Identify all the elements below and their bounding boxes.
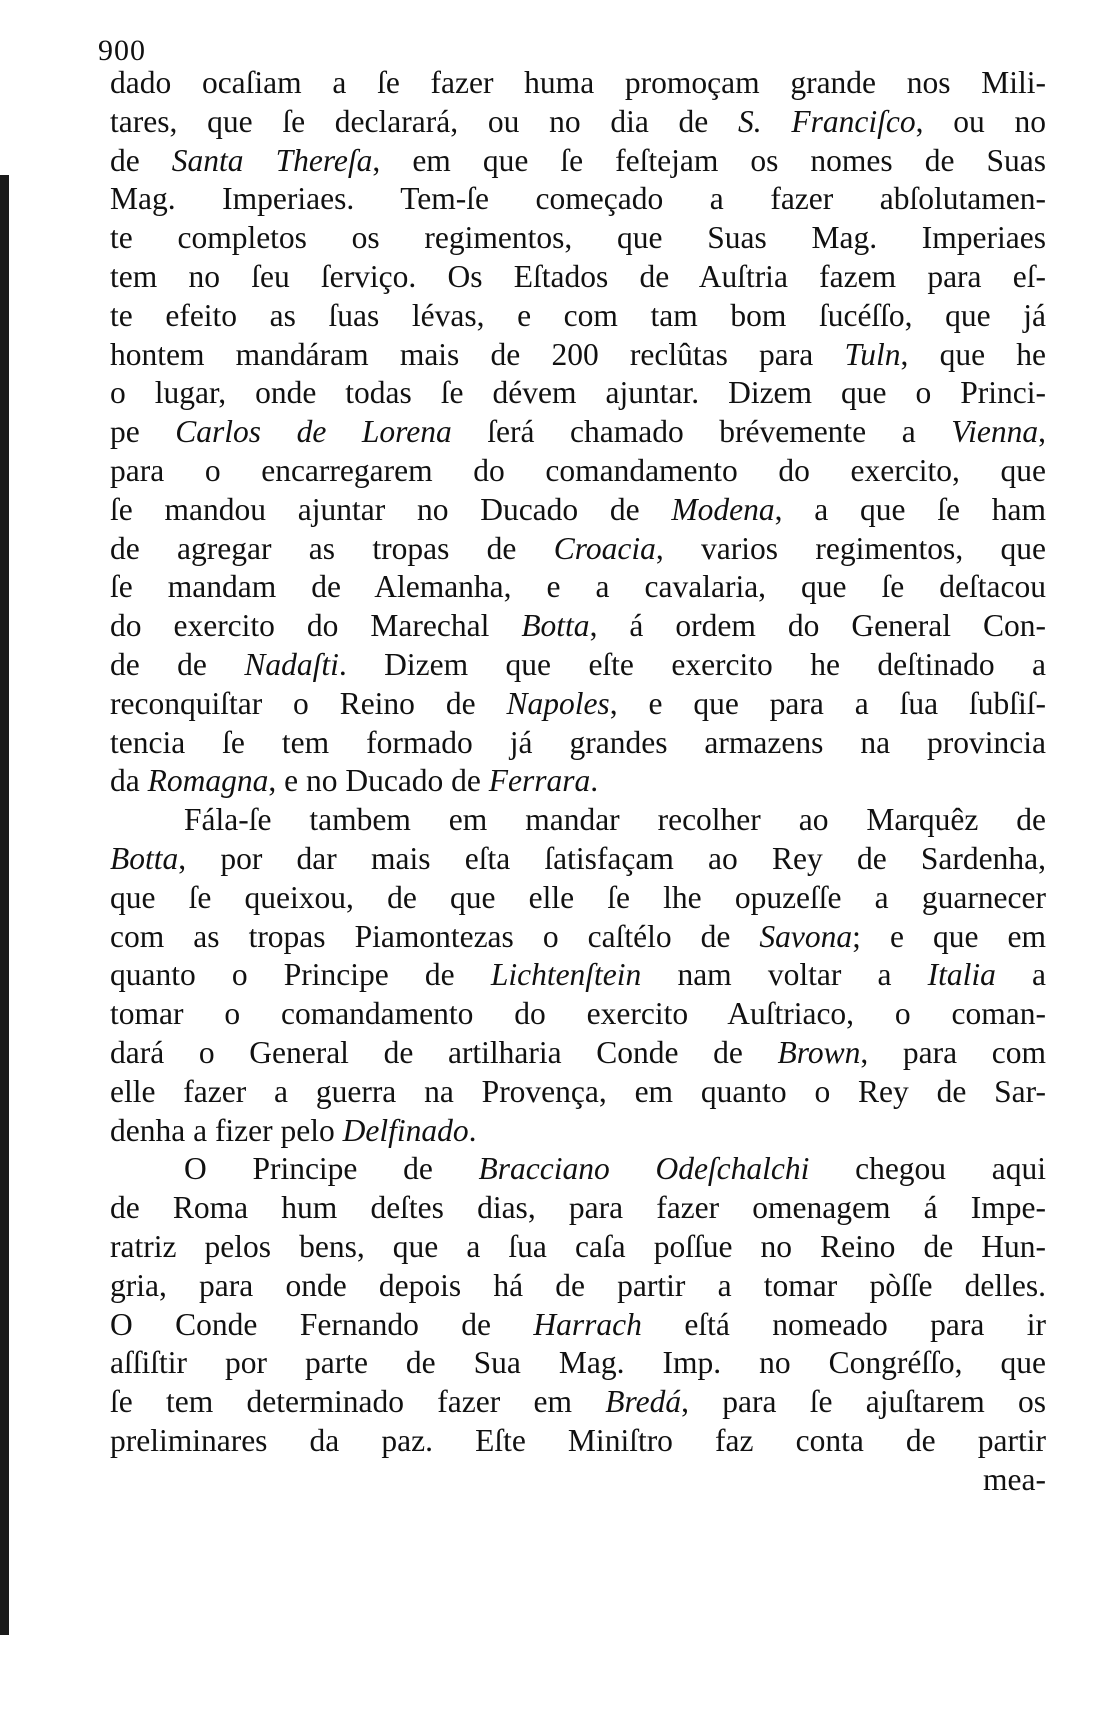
- text-run: Mag. Imperiaes. Tem-ſe começado a fazer abſolutamen-: [110, 181, 1046, 217]
- text-line: [110, 879, 1046, 918]
- italic-name: Delfinado: [342, 1112, 469, 1148]
- text-run: dado ocaſiam a ſe fazer huma promoçam grande nos Mili-: [110, 65, 1046, 100]
- text-line: [110, 219, 1046, 258]
- italic-name: Carlos de Lorena: [175, 414, 452, 450]
- text-run: , e que para a ſua ſubſiſ-: [609, 685, 1046, 721]
- text-run: ,: [1038, 414, 1046, 450]
- body-text: [110, 64, 1046, 1499]
- italic-name: Modena: [671, 491, 775, 527]
- italic-name: Harrach: [533, 1306, 642, 1342]
- text-run: O Principe de: [184, 1151, 479, 1187]
- text-line: [110, 103, 1046, 142]
- italic-name: Romagna: [147, 763, 269, 799]
- text-line: [110, 1422, 1046, 1461]
- italic-name: Bracciano Odeſchalchi: [478, 1151, 810, 1187]
- italic-name: Napoles: [506, 685, 610, 721]
- italic-name: Tuln: [844, 336, 901, 372]
- text-run: dará o General de artilharia Conde de: [110, 1034, 778, 1070]
- text-run: pe: [110, 414, 176, 450]
- text-line: [110, 607, 1046, 646]
- text-run: , por dar mais eſta ſatisfaçam ao Rey de Sardenha,: [178, 840, 1046, 876]
- text-line: [110, 1189, 1046, 1228]
- text-run: te completos os regimentos, que Suas Mag. Imperiaes: [110, 220, 1046, 256]
- text-line: [110, 801, 1046, 840]
- text-run: de Roma hum deſtes dias, para fazer omenagem á Impe-: [110, 1190, 1046, 1226]
- text-line: [110, 1034, 1046, 1073]
- text-line: [110, 1112, 1046, 1151]
- text-line: [110, 1344, 1046, 1383]
- text-run: hontem mandáram mais de 200 reclûtas para: [110, 336, 845, 372]
- text-line: [110, 956, 1046, 995]
- text-run: te efeito as ſuas lévas, e com tam bom ſucéſſo, que já: [110, 297, 1046, 333]
- text-run: , para ſe ajuſtarem os: [681, 1384, 1046, 1420]
- italic-name: Croacia: [553, 530, 656, 566]
- text-run: gria, para onde depois há de partir a tomar pòſſe delles.: [110, 1267, 1046, 1303]
- text-line: [110, 918, 1046, 957]
- text-line: [110, 840, 1046, 879]
- text-run: . Dizem que eſte exercito he deſtinado a: [338, 646, 1046, 682]
- text-run: que ſe queixou, de que elle ſe lhe opuzeſſe a guarnecer: [110, 879, 1046, 915]
- text-run: , varios regimentos, que: [655, 530, 1047, 566]
- text-run: , para com: [860, 1034, 1046, 1070]
- text-run: , á ordem do General Con-: [589, 608, 1046, 644]
- text-run: Fála-ſe tambem em mandar recolher ao Marquêz de: [184, 802, 1046, 838]
- text-run: ratriz pelos bens, que a ſua caſa poſſue no Reino de Hun-: [110, 1228, 1046, 1264]
- text-line: [110, 413, 1046, 452]
- text-line: [110, 530, 1046, 569]
- text-run: de: [110, 142, 172, 178]
- text-run: reconquiſtar o Reino de: [110, 685, 507, 721]
- text-line: [110, 1228, 1046, 1267]
- text-line: [110, 762, 1046, 801]
- text-run: denha a fizer pelo: [110, 1112, 343, 1148]
- page-number: 900: [98, 34, 146, 67]
- text-line: [110, 646, 1046, 685]
- text-run: do exercito do Marechal: [110, 608, 522, 644]
- text-line: [110, 1306, 1046, 1345]
- text-line: [110, 685, 1046, 724]
- italic-name: Italia: [927, 957, 996, 993]
- text-run: ; e que em: [852, 918, 1046, 954]
- text-line: [110, 1267, 1046, 1306]
- italic-name: Nadaſti: [244, 646, 339, 682]
- text-run: quanto o Principe de: [110, 957, 491, 993]
- text-run: , em que ſe feſtejam os nomes de Suas: [372, 142, 1046, 178]
- page-edge-shadow: [0, 175, 9, 1635]
- text-run: .: [468, 1112, 477, 1148]
- text-run: , ou no: [915, 103, 1046, 139]
- text-line: [110, 724, 1046, 763]
- text-run: tem no ſeu ſerviço. Os Eſtados de Auſtria fazem para eſ-: [110, 258, 1046, 294]
- text-line: [110, 1150, 1046, 1189]
- text-run: elle fazer a guerra na Provença, em quanto o Rey de Sar-: [110, 1073, 1046, 1109]
- text-run: nam voltar a: [641, 957, 928, 993]
- italic-name: Botta: [110, 840, 179, 876]
- text-run: tomar o comandamento do exercito Auſtriaco, o coman-: [110, 996, 1046, 1032]
- italic-name: S. Franciſco: [738, 103, 916, 139]
- italic-name: Santa Thereſa: [171, 142, 373, 178]
- text-line: [110, 1461, 1046, 1500]
- text-line: [110, 1383, 1046, 1422]
- text-run: aſſiſtir por parte de Sua Mag. Imp. no Congréſſo, que: [110, 1345, 1046, 1381]
- text-line: [110, 336, 1046, 375]
- text-run: chegou aqui: [809, 1151, 1046, 1187]
- text-run: para o encarregarem do comandamento do exercito, que: [110, 452, 1046, 488]
- text-run: o lugar, onde todas ſe dévem ajuntar. Dizem que o Princi-: [110, 375, 1046, 411]
- text-line: [110, 142, 1046, 181]
- text-run: , a que ſe ham: [774, 491, 1046, 527]
- text-run: .: [590, 763, 599, 799]
- text-run: da: [110, 763, 148, 799]
- text-run: ſerá chamado brévemente a: [451, 414, 952, 450]
- text-run: mea-: [983, 1461, 1046, 1497]
- text-run: ſe tem determinado fazer em: [110, 1384, 606, 1420]
- text-run: com as tropas Piamontezas o caſtélo de: [110, 918, 760, 954]
- text-line: [110, 374, 1046, 413]
- text-line: [110, 995, 1046, 1034]
- italic-name: Savona: [759, 918, 853, 954]
- italic-name: Brown: [777, 1034, 861, 1070]
- text-run: ſe mandam de Alemanha, e a cavalaria, que ſe deſtacou: [110, 569, 1046, 605]
- text-line: [110, 180, 1046, 219]
- italic-name: Ferrara: [488, 763, 591, 799]
- italic-name: Botta: [521, 608, 590, 644]
- text-run: , que he: [900, 336, 1046, 372]
- italic-name: Bredá: [605, 1384, 682, 1420]
- italic-name: Vienna: [951, 414, 1039, 450]
- text-line: [110, 1073, 1046, 1112]
- text-run: tencia ſe tem formado já grandes armazens na provincia: [110, 724, 1046, 760]
- text-run: , e no Ducado de: [268, 763, 489, 799]
- text-line: [110, 491, 1046, 530]
- text-run: tares, que ſe declarará, ou no dia de: [110, 103, 739, 139]
- text-line: [110, 568, 1046, 607]
- text-run: O Conde Fernando de: [110, 1306, 534, 1342]
- text-run: ſe mandou ajuntar no Ducado de: [110, 491, 672, 527]
- text-line: [110, 452, 1046, 491]
- text-line: [110, 297, 1046, 336]
- text-line: [110, 258, 1046, 297]
- italic-name: Lichtenſtein: [490, 957, 642, 993]
- text-line: [110, 64, 1046, 103]
- text-run: eſtá nomeado para ir: [641, 1306, 1046, 1342]
- text-run: a: [995, 957, 1046, 993]
- text-run: de agregar as tropas de: [110, 530, 554, 566]
- text-run: de de: [110, 646, 245, 682]
- text-run: preliminares da paz. Eſte Miniſtro faz conta de partir: [110, 1422, 1046, 1458]
